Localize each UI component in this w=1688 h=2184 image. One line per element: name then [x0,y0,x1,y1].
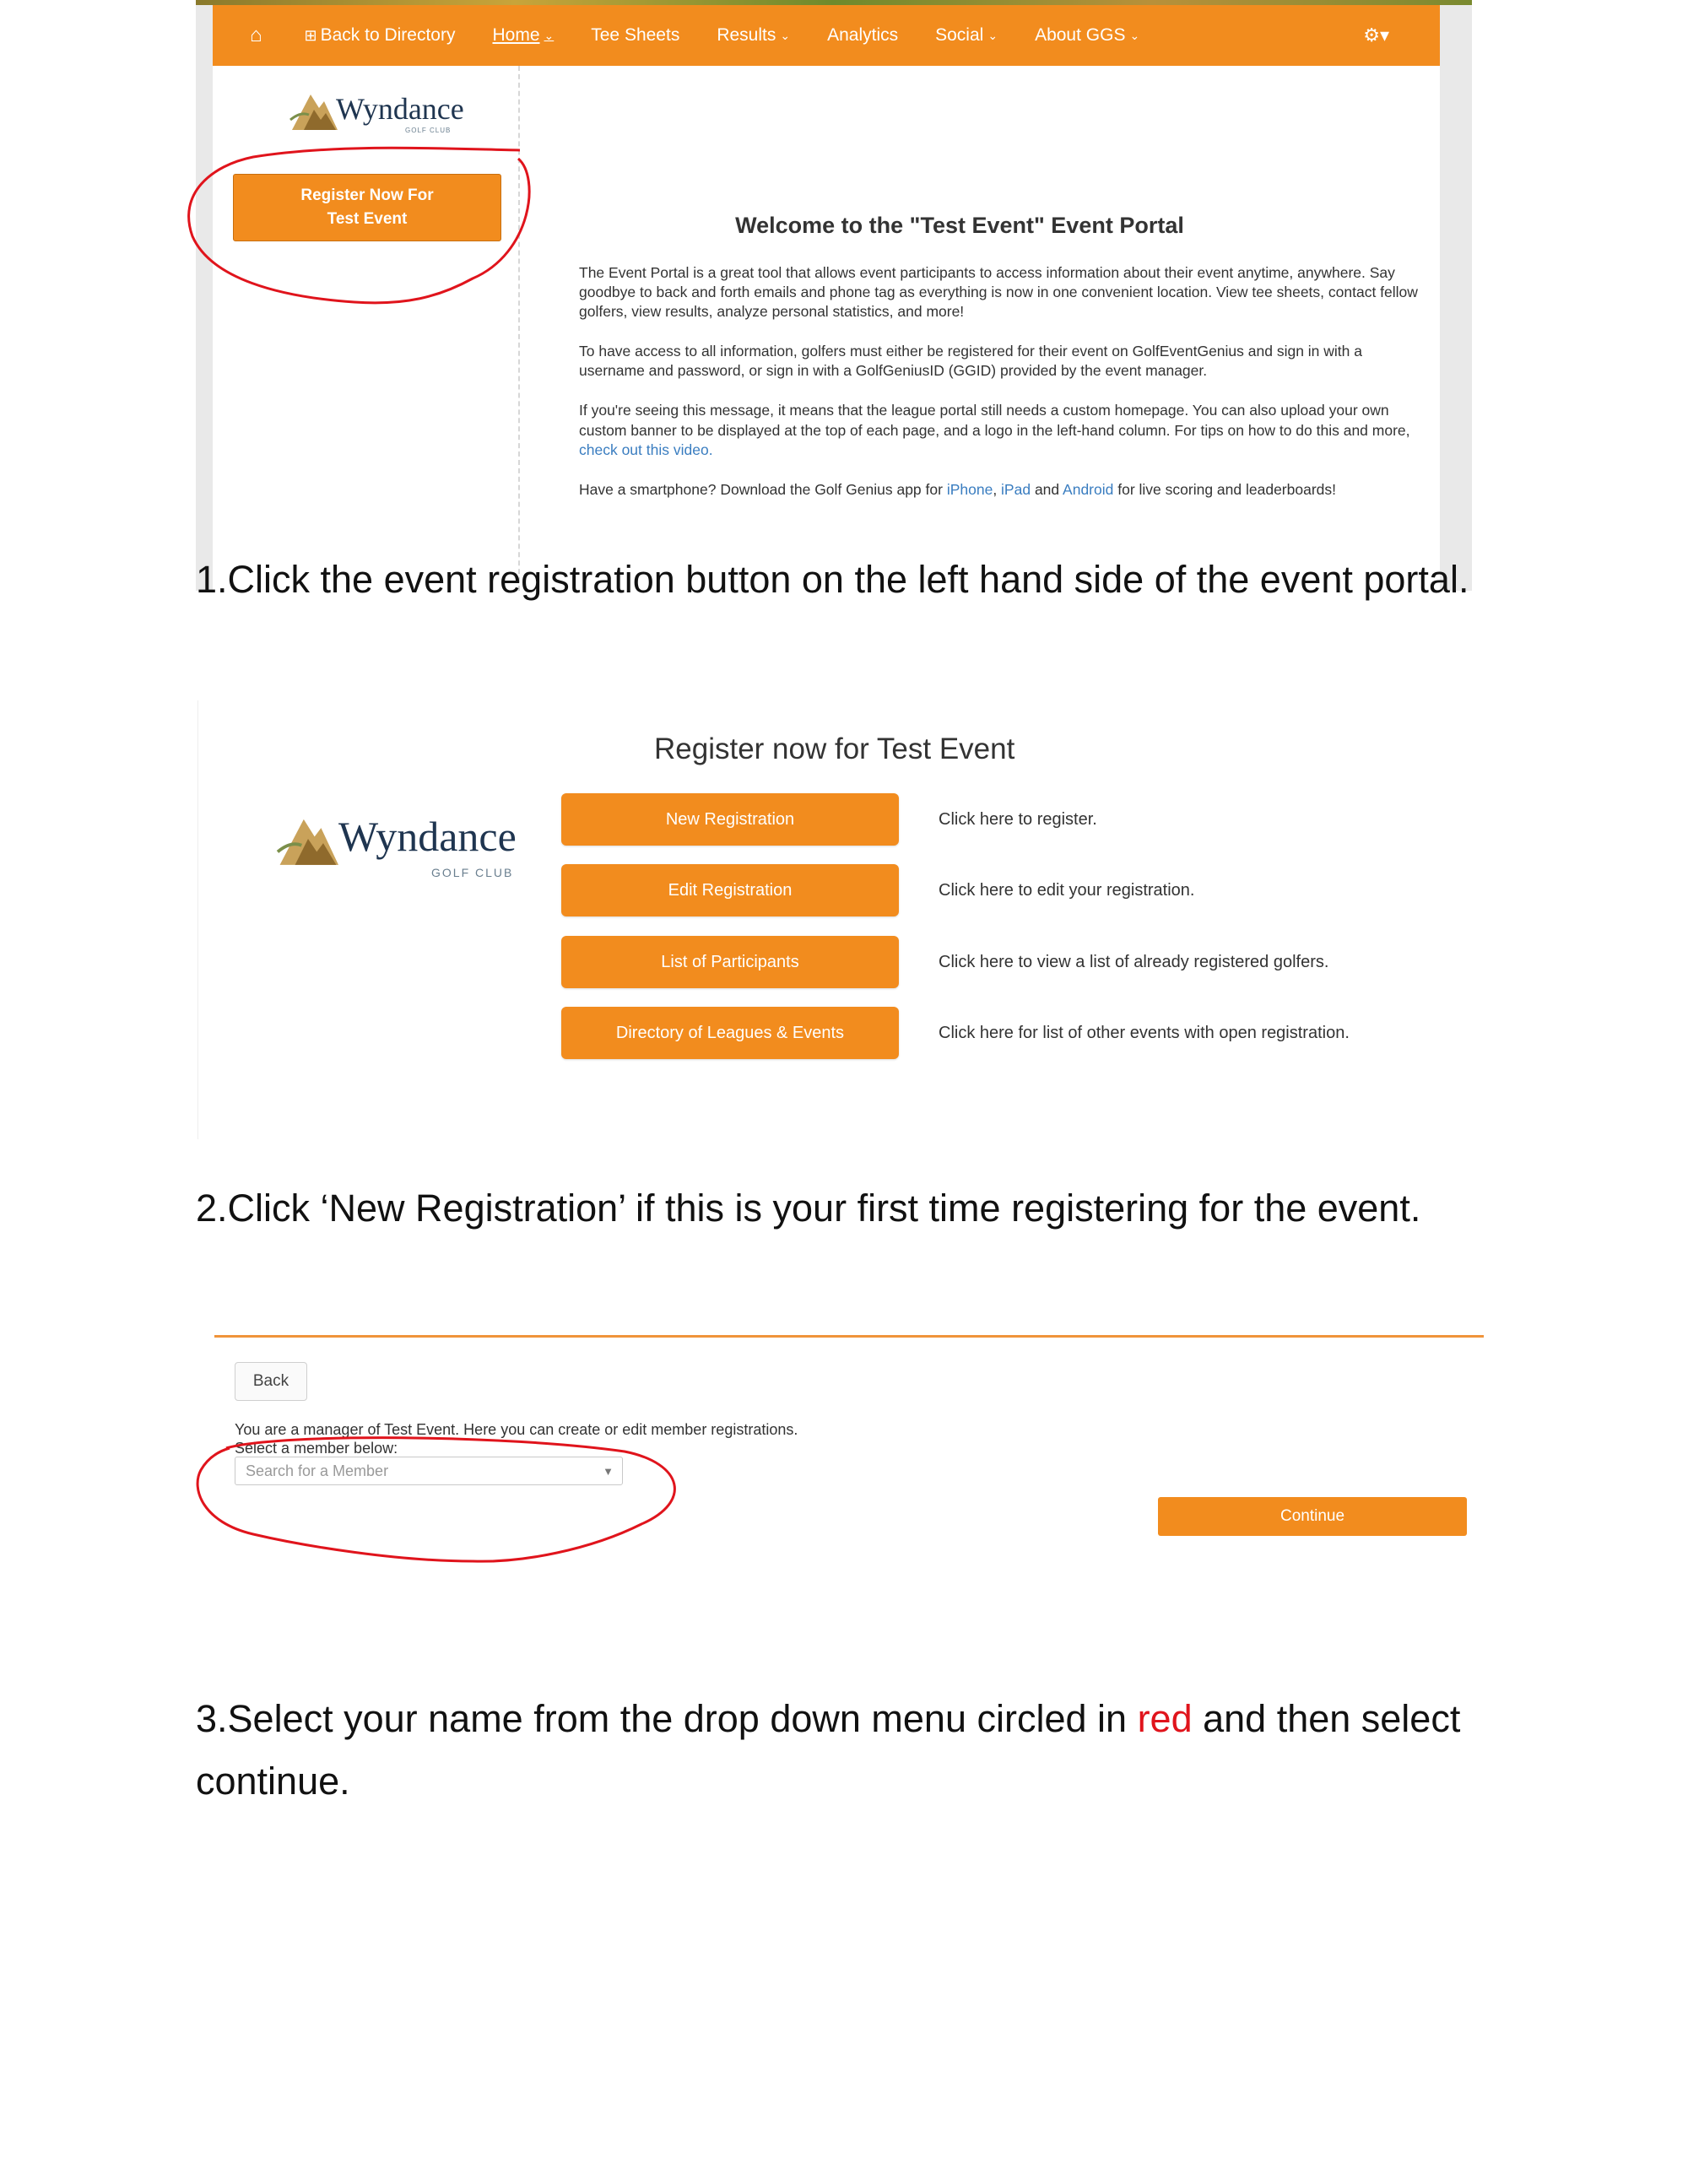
custom-homepage-text: If you're seeing this message, it means that the league portal still needs a custom homepage. You can also upload your own custom banner to be displayed at the top of each page, and a logo in the left-hand column. For tips on how to do this and more, [579,402,1410,439]
nav-home-label: Home [492,25,540,45]
step3-text-start: 3.Select your name from the drop down menu circled in [196,1697,1138,1740]
top-nav-bar [213,5,1440,66]
welcome-title: Welcome to the "Test Event" Event Portal [735,213,1184,238]
nav-home[interactable] [492,25,554,46]
app-text-end: for live scoring and leaderboards! [1113,480,1336,498]
list-of-participants-button[interactable]: List of Participants [561,936,899,988]
manager-info-text: You are a manager of Test Event. Here you can create or edit member registrations. [235,1421,798,1438]
access-paragraph: To have access to all information, golfers must either be registered for their event on GolfEventGenius and sign in with a username and password, or sign in with a GolfGeniusID (GGID) provided by the event manager. [579,343,1362,380]
wyndance-logo [289,86,474,137]
step1-caption: 1.Click the event registration button on the left hand side of the event portal. [196,558,1469,601]
nav-about-ggs[interactable] [1035,25,1139,46]
portal-body-text [579,263,1423,520]
nav-back-label: Back to Directory [320,25,456,45]
logo-name: Wyndance [338,813,517,860]
edit-registration-desc: Click here to edit your registration. [939,881,1195,900]
back-button[interactable]: Back [235,1362,307,1401]
step3-text-end: and then select continue. [196,1697,1461,1803]
portal-content [213,66,1440,591]
step3-caption [196,1688,1479,1813]
edit-registration-button[interactable]: Edit Registration [561,864,899,916]
mountain-logo-icon [289,86,339,133]
directory-button[interactable]: Directory of Leagues & Events [561,1007,899,1059]
nav-back-to-directory[interactable] [305,25,456,46]
nav-results-label: Results [717,25,776,45]
home-icon[interactable]: ⌂ [250,24,262,46]
nav-results[interactable] [717,25,790,46]
chevron-down-icon: ⌄ [780,28,791,42]
register-button-line2: Test Event [327,210,408,228]
logo-name: Wyndance [336,92,464,126]
chevron-down-icon: ⌄ [544,28,555,42]
wyndance-logo-large [274,802,528,886]
nav-about-label: About GGS [1035,25,1126,45]
member-search-select[interactable] [235,1457,623,1485]
logo-subtitle: GOLF CLUB [431,866,514,879]
register-now-button[interactable] [233,174,501,241]
custom-homepage-paragraph [579,401,1423,459]
android-link[interactable]: Android [1063,480,1114,498]
video-link[interactable]: check out this video. [579,441,713,458]
column-divider [518,66,520,591]
nav-tee-sheets[interactable] [591,25,679,46]
chevron-down-icon: ⌄ [987,28,998,42]
ipad-link[interactable]: iPad [1001,480,1031,498]
step3-red-word: red [1137,1697,1193,1740]
nav-analytics[interactable] [827,25,898,46]
manager-form-screenshot [196,1323,1487,1576]
register-button-line1: Register Now For [300,187,434,205]
continue-button[interactable]: Continue [1158,1497,1467,1536]
caret-down-icon: ▼ [603,1465,614,1478]
nav-analytics-label: Analytics [827,25,899,45]
app-text-and: and [1031,480,1063,498]
event-portal-screenshot [196,0,1472,591]
step2-caption: 2.Click ‘New Registration’ if this is your first time registering for the event. [196,1187,1421,1230]
intro-paragraph: The Event Portal is a great tool that allows event participants to access information about their event anytime, anywhere. Say goodbye to back and forth emails and phone tag as everything is now in one convenient location. View tee sheets, contact fellow golfers, view results, analyze personal statistics, and more! [579,264,1418,321]
gear-icon[interactable]: ⚙▾ [1363,24,1389,46]
nav-tee-sheets-label: Tee Sheets [591,25,680,45]
app-text-start: Have a smartphone? Download the Golf Genius app for [579,480,947,498]
app-text-comma: , [993,480,1002,498]
register-panel-screenshot [197,700,1473,1139]
orange-divider [214,1335,1484,1338]
list-of-participants-desc: Click here to view a list of already registered golfers. [939,953,1329,971]
nav-social[interactable] [935,25,998,46]
chevron-down-icon: ⌄ [1129,28,1140,42]
app-paragraph [579,480,1423,500]
new-registration-desc: Click here to register. [939,810,1097,829]
select-member-label: Select a member below: [235,1440,398,1457]
iphone-link[interactable]: iPhone [946,480,993,498]
register-panel-title: Register now for Test Event [654,733,1015,765]
back-box-icon: ⊞ [304,26,317,44]
member-select-placeholder: Search for a Member [246,1462,389,1479]
mountain-logo-icon [274,808,342,869]
directory-desc: Click here for list of other events with open registration. [939,1024,1350,1042]
logo-subtitle: GOLF CLUB [405,127,452,134]
nav-social-label: Social [935,25,984,45]
new-registration-button[interactable]: New Registration [561,793,899,846]
